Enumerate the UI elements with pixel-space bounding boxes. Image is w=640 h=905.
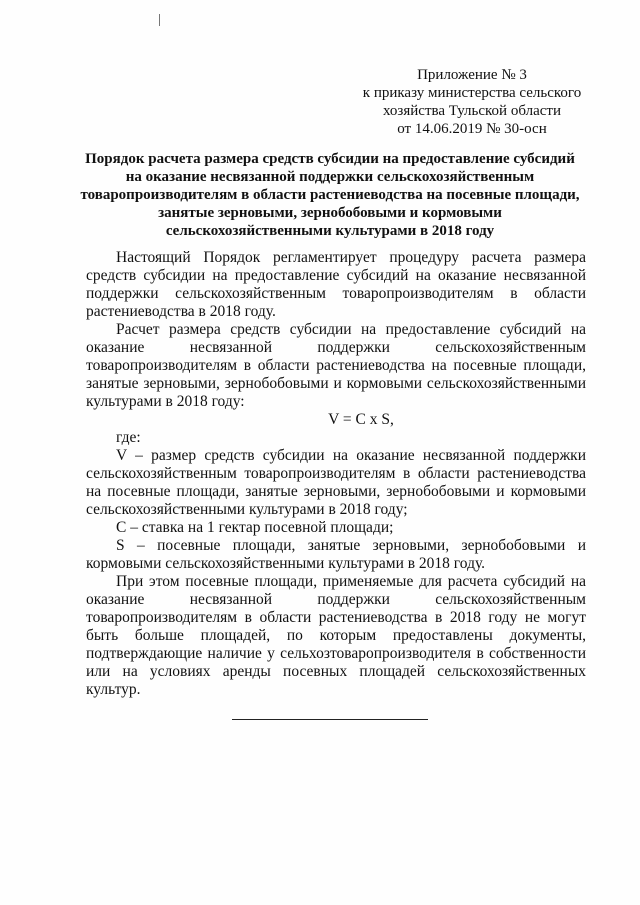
title-line-4: занятые зерновыми, зернобобовыми и кормовыми	[158, 205, 502, 221]
appendix-ministry-line: хозяйства Тульской области	[383, 103, 561, 119]
appendix-header	[342, 66, 602, 138]
title-line-2: на оказание несвязанной поддержки сельскохозяйственным	[125, 169, 535, 185]
document-body	[86, 249, 586, 699]
appendix-order-line: к приказу министерства сельского	[362, 85, 582, 101]
definition-v: V – размер средств субсидии на оказание несвязанной поддержки сельскохозяйственным товаропроизводителям в области растениеводства на посевные площади, занятые зерновыми, зернобобовыми и кормовыми сельскохозяйственными культурами в 2018 году;	[86, 447, 586, 518]
paragraph-intro: Настоящий Порядок регламентирует процедуру расчета размера средств субсидии на предоставление субсидий на оказание несвязанной поддержки сельскохозяйственным товаропроизводителям в области растениеводства в 2018 году.	[86, 249, 586, 320]
title-line-1: Порядок расчета размера средств субсидии на предоставление субсидий	[85, 151, 575, 167]
appendix-date-number: от 14.06.2019 № 30-осн	[397, 121, 547, 137]
definition-s: S – посевные площади, занятые зерновыми, зернобобовыми и кормовыми сельскохозяйственными культурами в 2018 году.	[86, 537, 586, 572]
appendix-number: Приложение № 3	[417, 67, 527, 83]
paragraph-limitation: При этом посевные площади, применяемые для расчета субсидий на оказание несвязанной поддержки сельскохозяйственным товаропроизводителям в области растениеводства в 2018 году не могут быть больше площадей, по которым предоставлены документы, подтверждающие наличие у сельхозтоваропроизводителя в собственности или на условиях аренды посевных площадей сельскохозяйственных культур.	[86, 573, 586, 698]
paragraph-calculation: Расчет размера средств субсидии на предоставление субсидий на оказание несвязанной поддержки сельскохозяйственным товаропроизводителям в области растениеводства на посевные площади, занятые зерновыми, зернобобовыми и кормовыми сельскохозяйственными культурами в 2018 году:	[86, 321, 586, 410]
definition-c: С – ставка на 1 гектар посевной площади;	[116, 519, 394, 536]
document-title	[80, 150, 580, 240]
title-line-5: сельскохозяйственными культурами в 2018 году	[165, 223, 495, 239]
formula: V = C x S,	[328, 411, 394, 428]
scan-mark	[159, 14, 160, 26]
where-label: где:	[116, 429, 141, 446]
title-line-3: товаропроизводителям в области растениеводства на посевные площади,	[80, 187, 580, 203]
end-divider	[232, 719, 428, 720]
